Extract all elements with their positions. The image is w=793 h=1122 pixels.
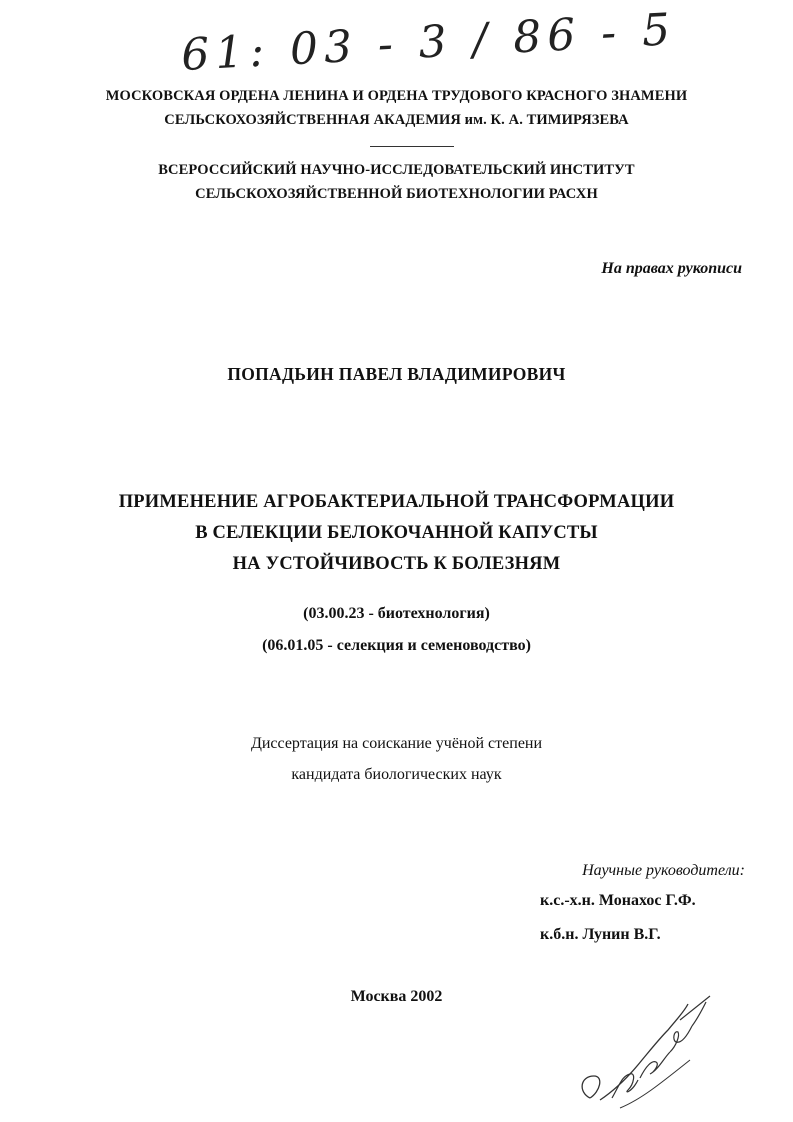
specialty-code-1: (03.00.23 - биотехнология): [303, 605, 490, 622]
degree-statement-line-2: кандидата биологических наук: [291, 766, 502, 783]
city-and-year: Москва 2002: [350, 988, 443, 1005]
degree-statement-line-1: Диссертация на соискание учёной степени: [250, 735, 543, 752]
archive-code-handwritten: 61: 03 - 3 / 86 - 5: [180, 4, 678, 81]
supervisor-2: к.б.н. Лунин В.Г.: [540, 926, 661, 943]
author-signature: [560, 980, 740, 1120]
dissertation-title-line-1: ПРИМЕНЕНИЕ АГРОБАКТЕРИАЛЬНОЙ ТРАНСФОРМАЦИИ: [118, 492, 675, 512]
academy-name-line-1: МОСКОВСКАЯ ОРДЕНА ЛЕНИНА И ОРДЕНА ТРУДОВОГО КРАСНОГО ЗНАМЕНИ: [105, 88, 688, 104]
institute-name-line-1: ВСЕРОССИЙСКИЙ НАУЧНО-ИССЛЕДОВАТЕЛЬСКИЙ ИНСТИТУТ: [158, 162, 635, 178]
dissertation-title-line-2: В СЕЛЕКЦИИ БЕЛОКОЧАННОЙ КАПУСТЫ: [195, 523, 598, 543]
institute-name-line-2: СЕЛЬСКОХОЗЯЙСТВЕННОЙ БИОТЕХНОЛОГИИ РАСХН: [195, 186, 598, 202]
manuscript-rights-note: На правах рукописи: [601, 260, 742, 277]
supervisors-label: Научные руководители:: [582, 862, 745, 879]
academy-name-eponym: им. К. А. ТИМИРЯЗЕВА: [464, 112, 629, 128]
specialty-code-2: (06.01.05 - селекция и семеноводство): [262, 637, 531, 654]
academy-name-line-2: [0, 112, 793, 129]
supervisor-1: к.с.-х.н. Монахос Г.Ф.: [540, 892, 696, 909]
header-divider: [370, 146, 454, 147]
academy-name-main: СЕЛЬСКОХОЗЯЙСТВЕННАЯ АКАДЕМИЯ: [164, 112, 465, 128]
dissertation-title-line-3: НА УСТОЙЧИВОСТЬ К БОЛЕЗНЯМ: [232, 554, 561, 574]
author-name: ПОПАДЬИН ПАВЕЛ ВЛАДИМИРОВИЧ: [227, 364, 566, 384]
